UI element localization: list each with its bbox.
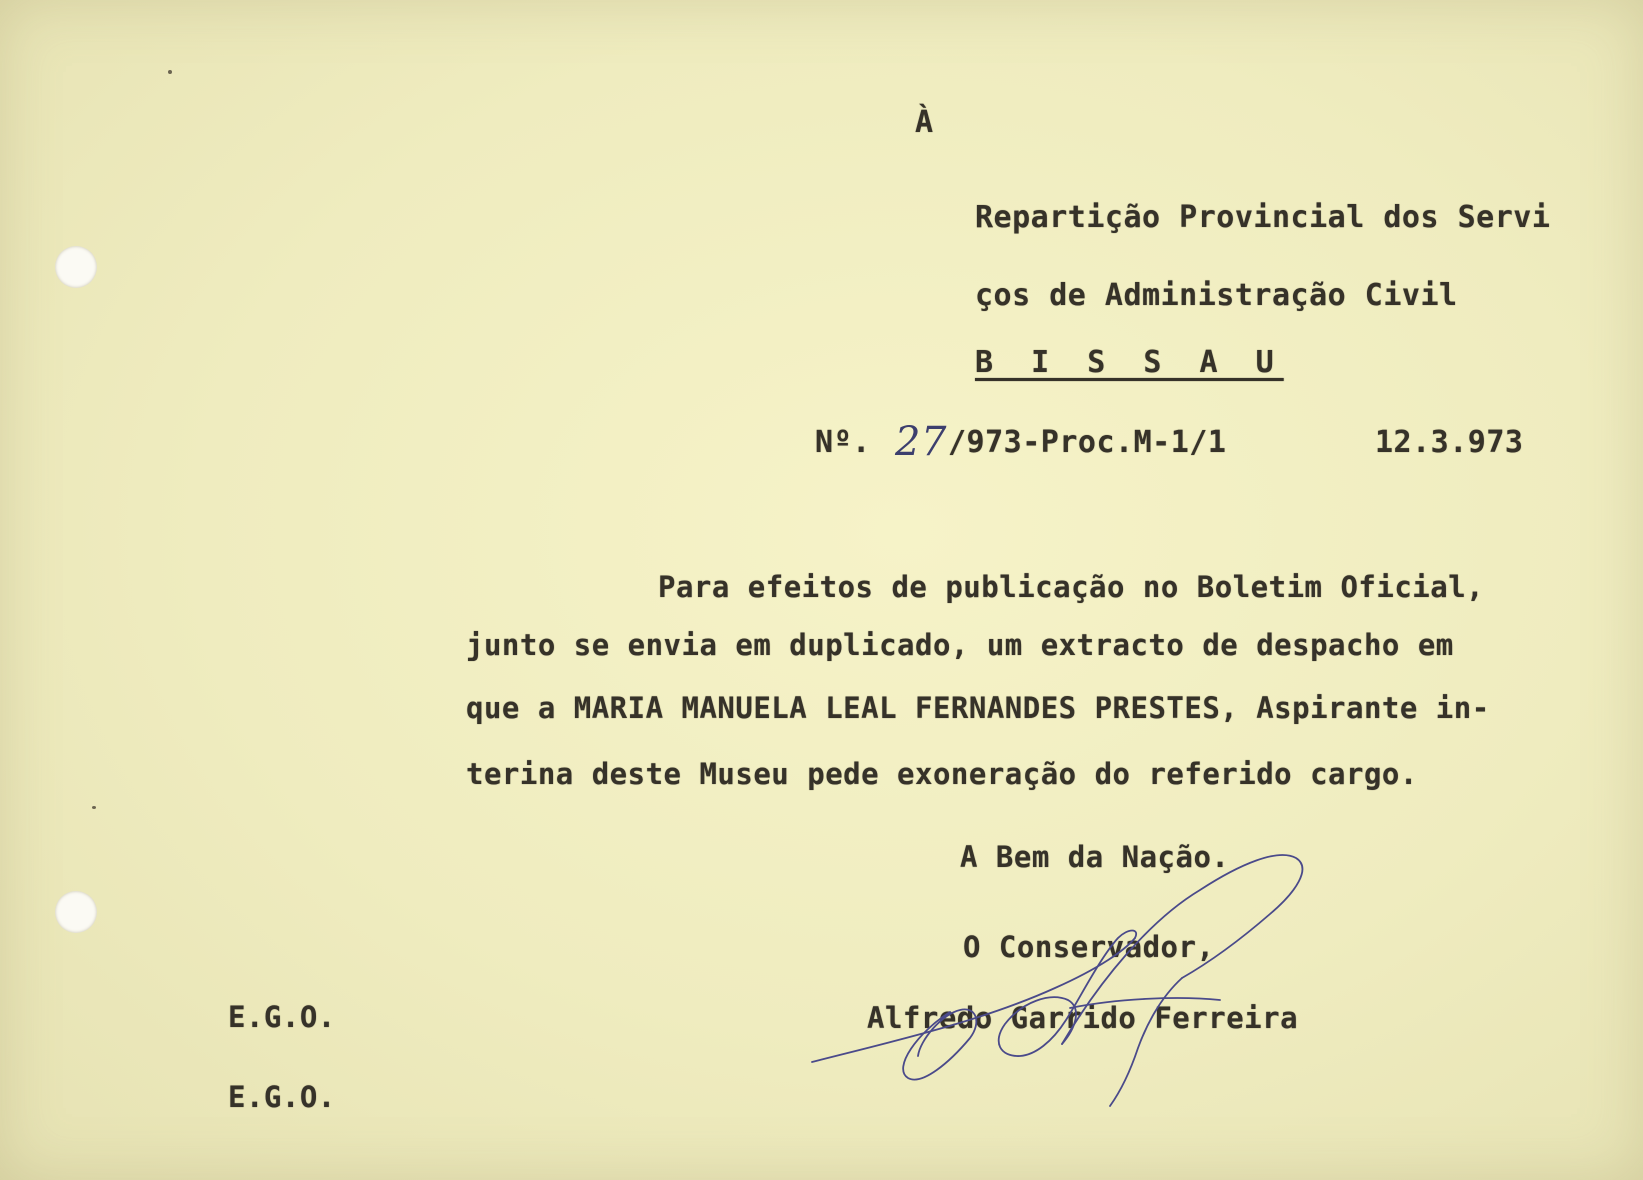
signatory-title: O Conservador, [963, 930, 1215, 964]
closing-formula: A Bem da Nação. [960, 840, 1230, 874]
reference-date: 12.3.973 [1375, 425, 1524, 460]
initials-line-2: E.G.O. [228, 1080, 336, 1114]
initials-line-1: E.G.O. [228, 1000, 336, 1034]
body-line: Para efeitos de publicação no Boletim Oficial, [658, 570, 1485, 604]
recipient-line-1: Repartição Provincial dos Servi [975, 200, 1551, 235]
punch-hole-top [55, 246, 97, 288]
recipient-city: B I S S A U [975, 345, 1284, 380]
reference-process: /973-Proc.M-1/1 [948, 425, 1227, 460]
paper-speck [92, 806, 96, 809]
body-line: junto se envia em duplicado, um extracto de despacho em [466, 628, 1454, 662]
paper-speck [168, 70, 172, 74]
signatory-name: Alfredo Garrido Ferreira [867, 1001, 1299, 1035]
punch-hole-bottom [55, 891, 97, 933]
reference-handwritten-number: 27 [895, 419, 947, 465]
reference-prefix: Nº. [815, 425, 871, 460]
body-line: que a MARIA MANUELA LEAL FERNANDES PRESTES, Aspirante in- [466, 691, 1490, 725]
recipient-line-2: ços de Administração Civil [975, 278, 1458, 313]
reference-line [815, 419, 1535, 465]
salutation: À [915, 105, 934, 140]
body-line: terina deste Museu pede exoneração do referido cargo. [466, 757, 1418, 791]
